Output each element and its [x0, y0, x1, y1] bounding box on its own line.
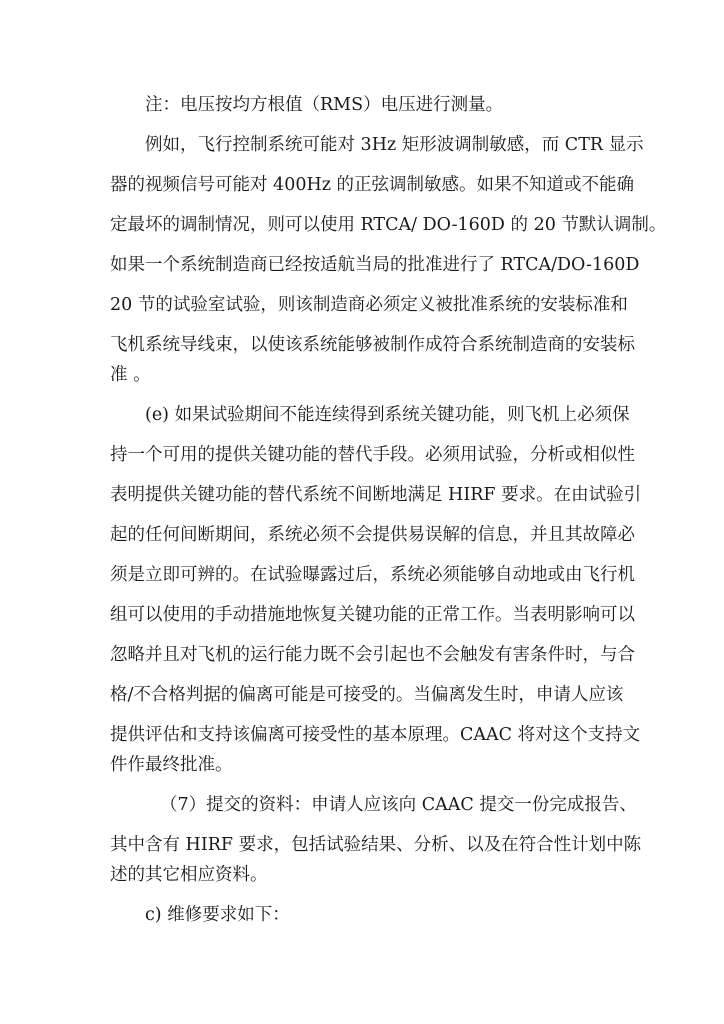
- note-line: 注：电压按均方根值（RMS）电压进行测量。: [145, 95, 504, 115]
- para-e-line-8: 格/不合格判据的偏离可能是可接受的。当偏离发生时，申请人应该: [110, 685, 624, 705]
- example-line-3: 定最坏的调制情况，则可以使用 RTCA/ DO-160D 的 20 节默认调制。: [110, 215, 667, 235]
- para-e-line-9: 提供评估和支持该偏离可接受性的基本原理。CAAC 将对这个支持文: [110, 725, 641, 745]
- example-line-7: 准 。: [110, 365, 151, 385]
- example-line-5: 20 节的试验室试验，则该制造商必须定义被批准系统的安装标准和: [110, 295, 628, 315]
- para-e-line-1: (e) 如果试验期间不能连续得到系统关键功能，则飞机上必须保: [145, 405, 630, 425]
- para-e-line-7: 忽略并且对飞机的运行能力既不会引起也不会触发有害条件时，与合: [110, 645, 635, 665]
- para-7-line-2: 其中含有 HIRF 要求，包括试验结果、分析、以及在符合性计划中陈: [110, 835, 642, 855]
- para-e-line-4: 起的任何间断期间，系统必须不会提供易误解的信息，并且其故障必: [110, 525, 635, 545]
- para-e-line-10: 件作最终批准。: [110, 755, 233, 775]
- para-7-line-1: （7）提交的资料：申请人应该向 CAAC 提交一份完成报告、: [160, 795, 637, 815]
- example-line-6: 飞机系统导线束，以使该系统能够被制作成符合系统制造商的安装标: [110, 335, 635, 355]
- para-e-line-6: 组可以使用的手动措施地恢复关键功能的正常工作。当表明影响可以: [110, 605, 635, 625]
- example-line-4: 如果一个系统制造商已经按适航当局的批准进行了 RTCA/DO-160D: [110, 255, 640, 275]
- para-e-line-5: 须是立即可辨的。在试验曝露过后，系统必须能够自动地或由飞行机: [110, 565, 635, 585]
- example-line-2: 器的视频信号可能对 400Hz 的正弦调制敏感。如果不知道或不能确: [110, 175, 635, 195]
- para-7-line-3: 述的其它相应资料。: [110, 865, 268, 885]
- para-e-line-3: 表明提供关键功能的替代系统不间断地满足 HIRF 要求。在由试验引: [110, 485, 642, 505]
- example-line-1: 例如，飞行控制系统可能对 3Hz 矩形波调制敏感，而 CTR 显示: [145, 135, 644, 155]
- heading-c: c) 维修要求如下：: [145, 905, 290, 925]
- para-e-line-2: 持一个可用的提供关键功能的替代手段。必须用试验，分析或相似性: [110, 445, 635, 465]
